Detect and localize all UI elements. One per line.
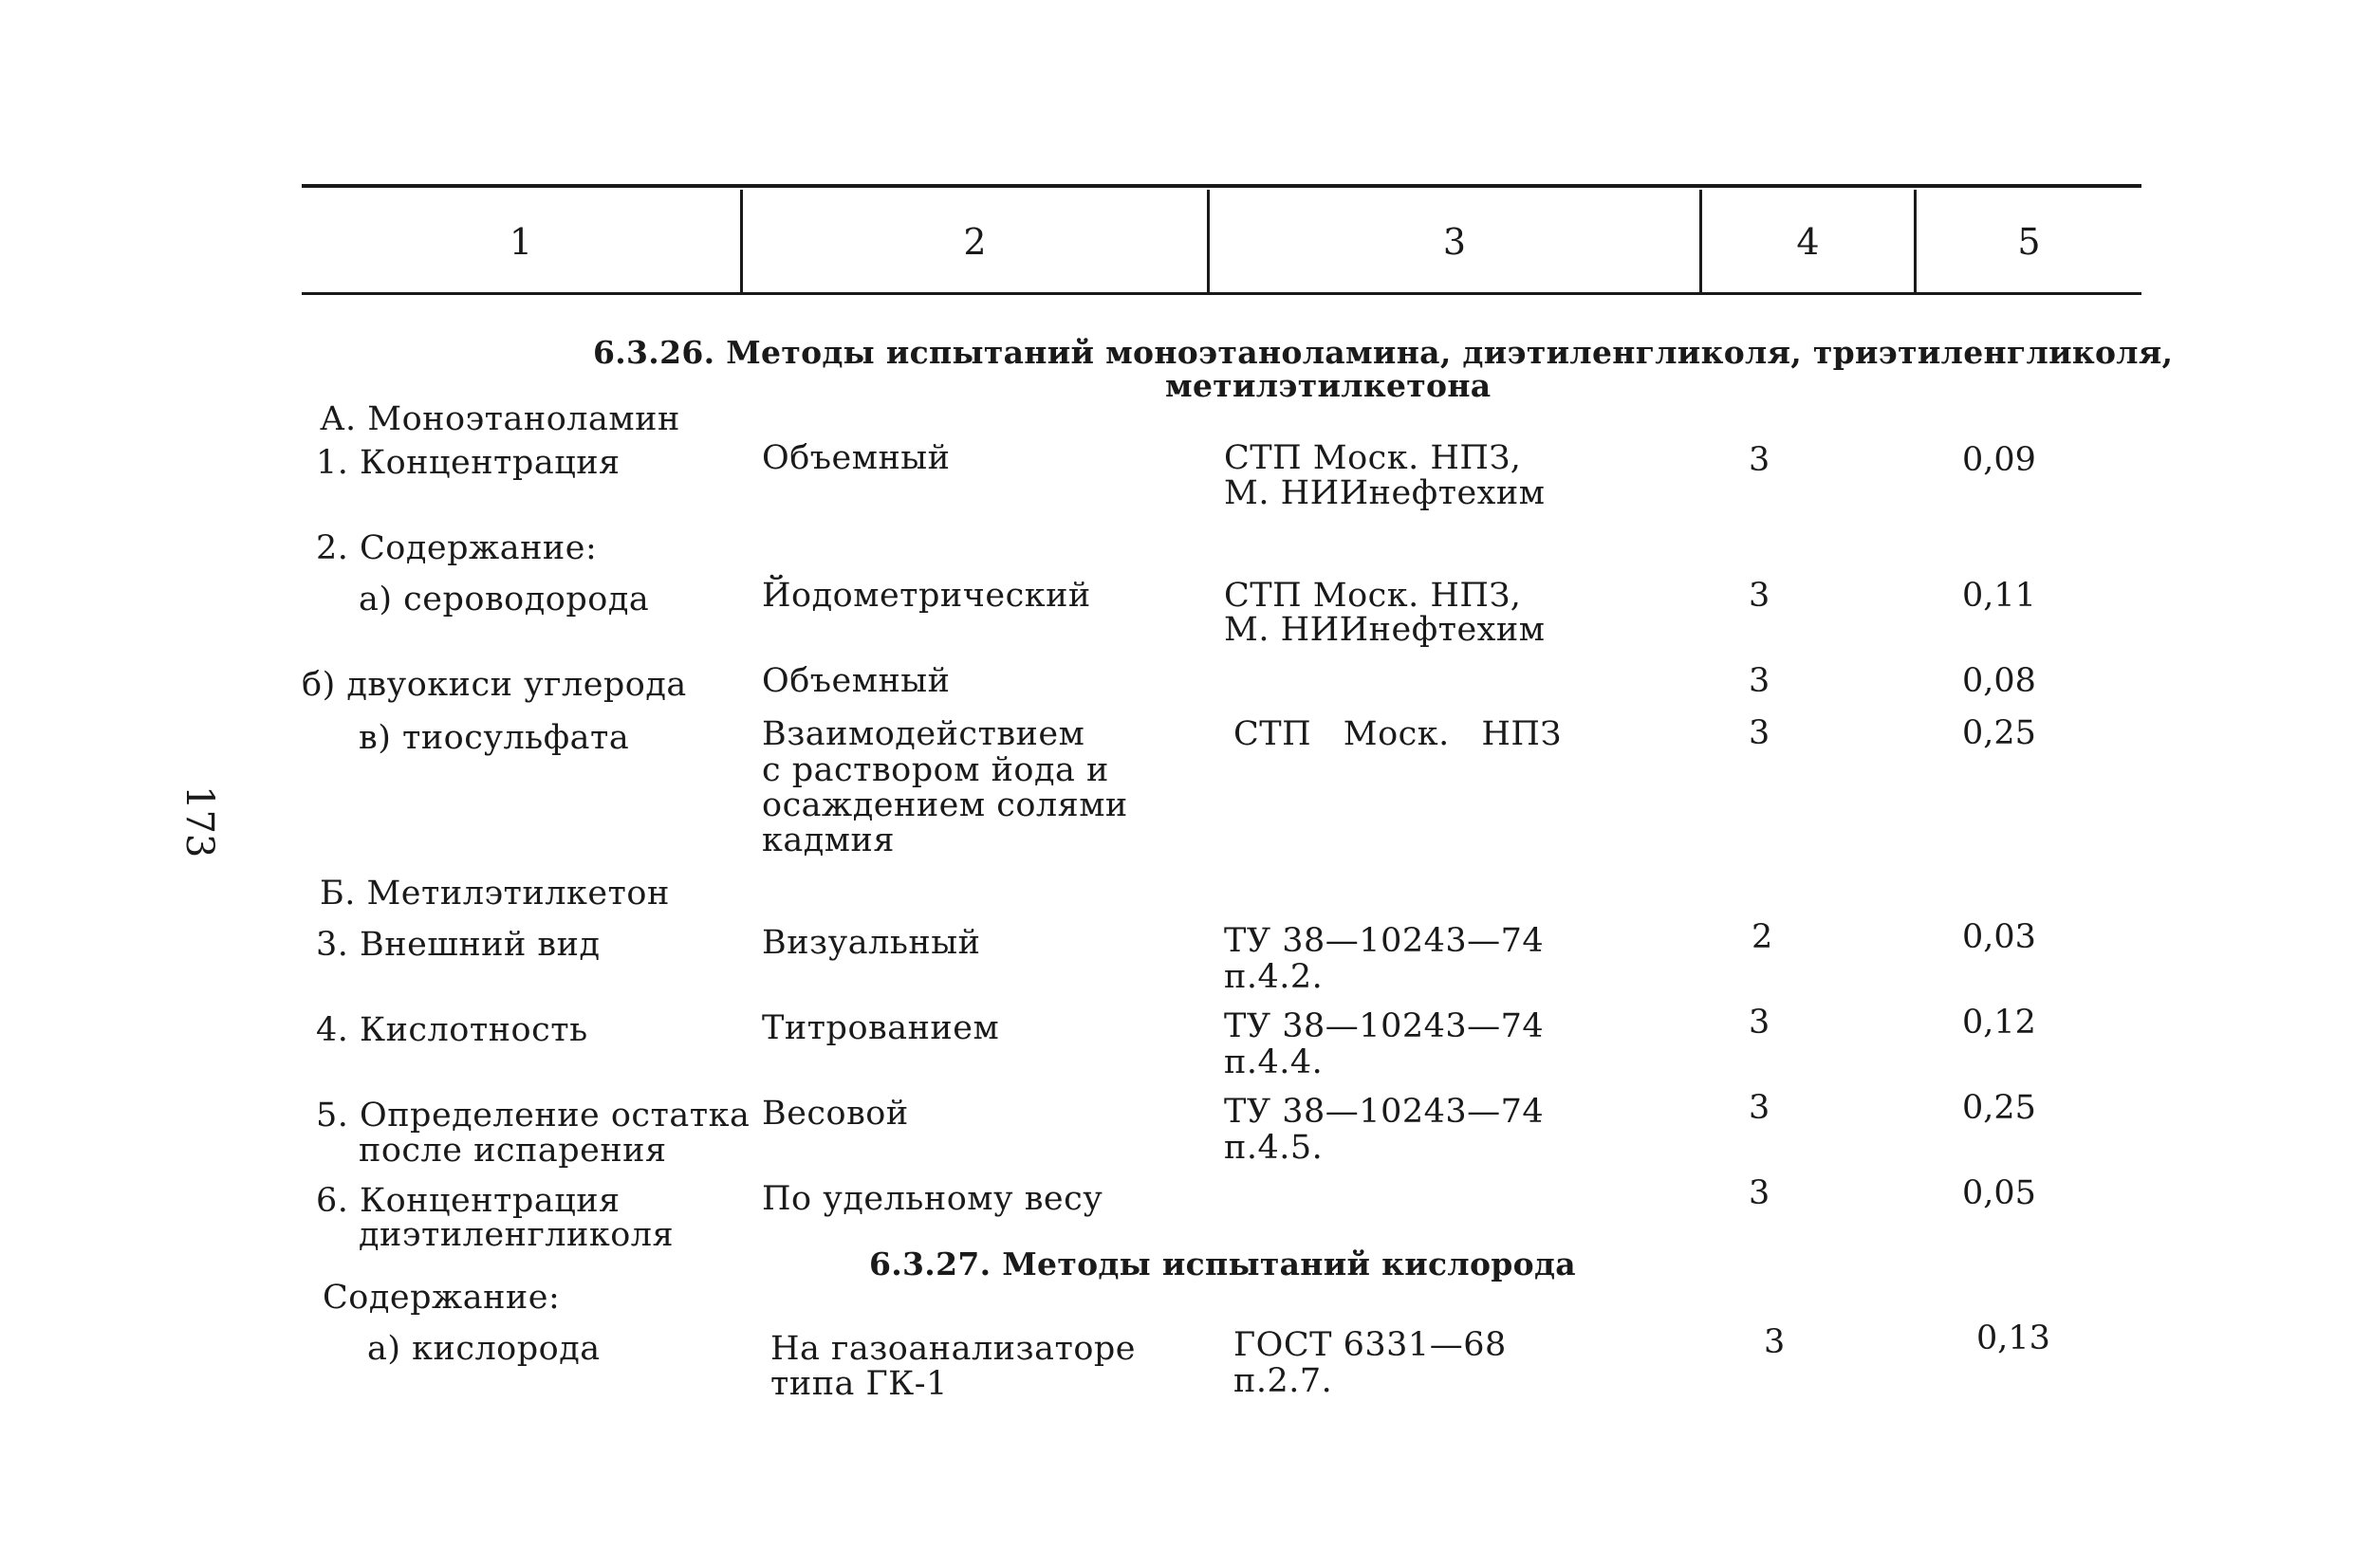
row-name: а) кислорода bbox=[367, 1330, 601, 1368]
row-doc: М. НИИнефтехим bbox=[1224, 474, 1546, 512]
section-title-6-3-26-line2: метилэтилкетона bbox=[1165, 367, 1492, 404]
row-doc: ГОСТ 6331—68 bbox=[1233, 1326, 1507, 1364]
row-doc: п.4.2. bbox=[1224, 958, 1324, 996]
row-col5: 0,09 bbox=[1962, 441, 2036, 479]
group-heading-b: Б. Метилэтилкетон bbox=[320, 875, 670, 913]
row-col5: 0,08 bbox=[1962, 662, 2036, 700]
row-col4: 3 bbox=[1749, 714, 1770, 752]
section-title-6-3-26: 6.3.26. Методы испытаний моноэтаноламина, диэтиленгликоля, триэтиленгликоля, bbox=[593, 334, 2174, 371]
group-content-heading: 2. Содержание: bbox=[316, 529, 598, 567]
row-name: диэтиленгликоля bbox=[359, 1216, 675, 1254]
row-method: с раствором йода и bbox=[762, 751, 1109, 789]
row-name: а) сероводорода bbox=[359, 581, 650, 618]
row-method: На газоанализаторе bbox=[770, 1330, 1137, 1368]
row-col5: 0,12 bbox=[1962, 1004, 2036, 1042]
row-col4: 3 bbox=[1749, 662, 1770, 700]
group-heading-a: А. Моноэтаноламин bbox=[320, 400, 680, 438]
row-method: Титрованием bbox=[762, 1009, 1000, 1047]
row-name: 6. Концентрация bbox=[316, 1182, 621, 1220]
group-content-heading: Содержание: bbox=[323, 1279, 561, 1317]
row-method: Взаимодействием bbox=[762, 715, 1085, 753]
row-name: 1. Концентрация bbox=[316, 444, 621, 482]
row-doc: ТУ 38—10243—74 bbox=[1224, 1093, 1545, 1131]
row-doc: п.4.5. bbox=[1224, 1129, 1324, 1167]
row-col5: 0,13 bbox=[1976, 1319, 2050, 1357]
header-col-4: 4 bbox=[1796, 221, 1820, 263]
row-name: 3. Внешний вид bbox=[316, 926, 601, 964]
row-col5: 0,05 bbox=[1962, 1174, 2036, 1212]
row-col4: 3 bbox=[1749, 441, 1770, 479]
row-name: в) тиосульфата bbox=[359, 719, 630, 757]
row-method: Визуальный bbox=[762, 924, 981, 962]
row-method: кадмия bbox=[762, 821, 895, 859]
row-method: По удельному весу bbox=[762, 1180, 1103, 1218]
row-col5: 0,11 bbox=[1962, 577, 2036, 615]
row-col4: 3 bbox=[1749, 1174, 1770, 1212]
header-col-3: 3 bbox=[1442, 221, 1467, 263]
row-doc: п.2.7. bbox=[1233, 1362, 1333, 1400]
header-col-5: 5 bbox=[2017, 221, 2041, 263]
row-col5: 0,25 bbox=[1962, 714, 2036, 752]
header-bottom-rule bbox=[302, 292, 2141, 295]
header-col-2: 2 bbox=[963, 221, 987, 263]
header-col-1: 1 bbox=[509, 221, 533, 263]
row-doc: ТУ 38—10243—74 bbox=[1224, 1007, 1545, 1045]
row-doc: СТП Моск. НПЗ bbox=[1233, 715, 1562, 753]
row-method: типа ГК-1 bbox=[770, 1365, 948, 1403]
row-col5: 0,25 bbox=[1962, 1089, 2036, 1127]
section-title-6-3-27: 6.3.27. Методы испытаний кислорода bbox=[869, 1245, 1576, 1282]
row-method: Объемный bbox=[762, 439, 951, 477]
row-col4: 3 bbox=[1749, 1089, 1770, 1127]
row-name: б) двуокиси углерода bbox=[302, 666, 687, 704]
row-method: Йодометрический bbox=[762, 577, 1091, 615]
row-doc: М. НИИнефтехим bbox=[1224, 611, 1546, 649]
page-number: 173 bbox=[177, 785, 221, 858]
row-col5: 0,03 bbox=[1962, 918, 2036, 956]
row-col4: 3 bbox=[1764, 1323, 1786, 1361]
row-col4: 3 bbox=[1749, 1004, 1770, 1042]
row-method: Объемный bbox=[762, 662, 951, 700]
row-method: осаждением солями bbox=[762, 786, 1128, 824]
row-name: 4. Кислотность bbox=[316, 1011, 588, 1049]
row-doc: СТП Моск. НПЗ, bbox=[1224, 577, 1522, 615]
row-doc: ТУ 38—10243—74 bbox=[1224, 922, 1545, 960]
row-doc: п.4.4. bbox=[1224, 1043, 1324, 1081]
header-top-rule bbox=[302, 184, 2141, 188]
row-col4: 2 bbox=[1752, 918, 1773, 956]
row-method: Весовой bbox=[762, 1095, 909, 1133]
row-doc: СТП Моск. НПЗ, bbox=[1224, 439, 1522, 477]
row-name: 5. Определение остатка bbox=[316, 1097, 751, 1134]
row-name: после испарения bbox=[359, 1132, 667, 1170]
row-col4: 3 bbox=[1749, 577, 1770, 615]
